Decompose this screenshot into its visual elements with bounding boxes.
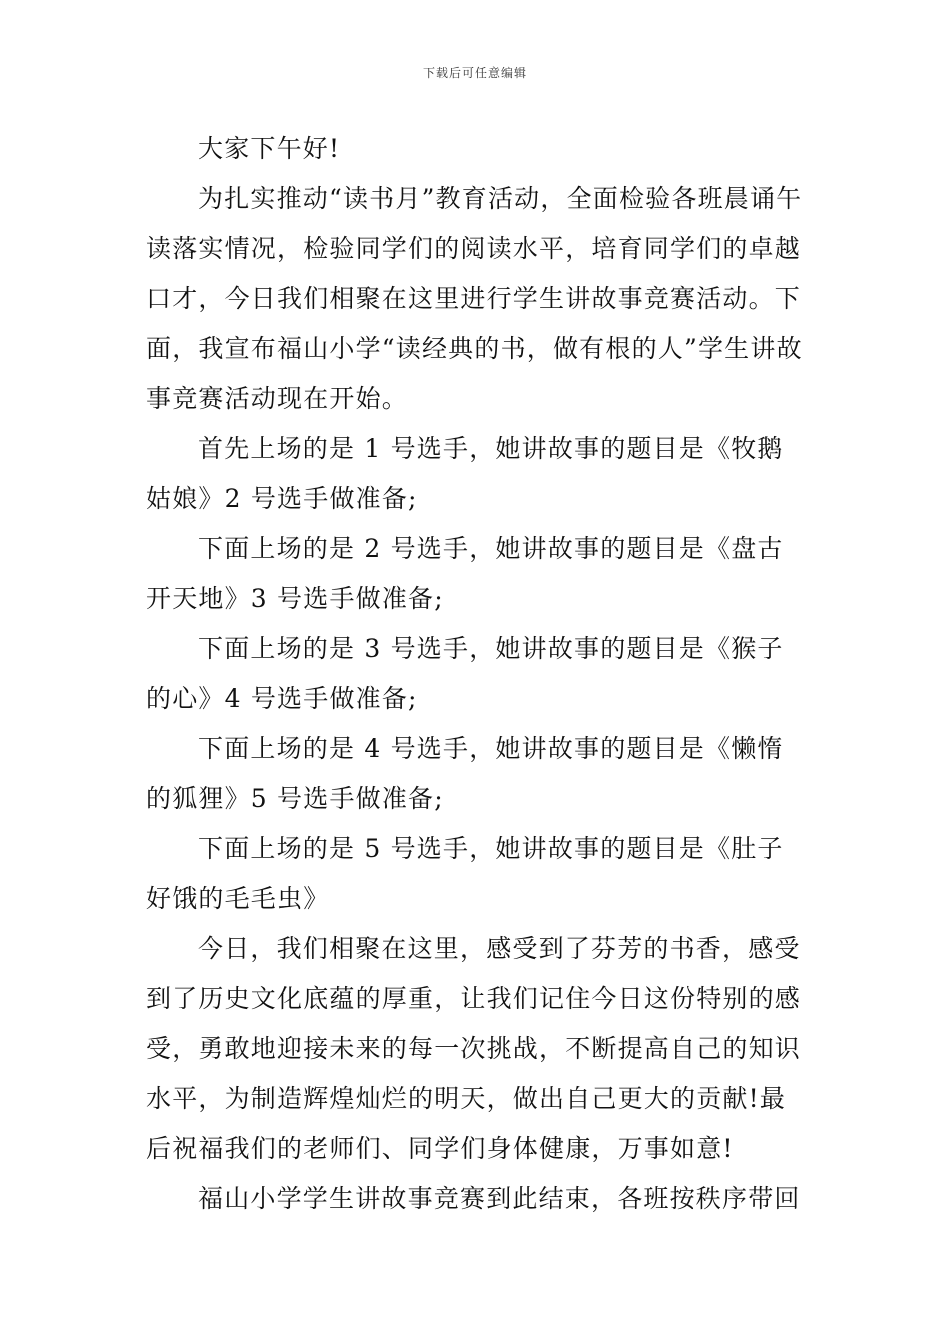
ending-paragraph: 福山小学学生讲故事竞赛到此结束，各班按秩序带回 (198, 1184, 801, 1213)
contestant-3-paragraph: 下面上场的是 3 号选手，她讲故事的题目是《猴子的心》4 号选手做准备; (146, 634, 784, 713)
contestant-5-paragraph: 下面上场的是 5 号选手，她讲故事的题目是《肚子好饿的毛毛虫》 (146, 834, 784, 913)
header-note: 下载后可任意编辑 (422, 66, 527, 80)
closing-paragraph: 今日，我们相聚在这里，感受到了芬芳的书香，感受到了历史文化底蕴的厚重，让我们记住今日这份特别的感受，勇敢地迎接未来的每一次挑战，不断提高自己的知识水平，为制造辉煌灿烂的明天，做出自己更大的贡献!最后祝福我们的老师们、同学们身体健康，万事如意! (146, 934, 802, 1163)
contestant-4-paragraph: 下面上场的是 4 号选手，她讲故事的题目是《懒惰的狐狸》5 号选手做准备; (146, 734, 784, 813)
greeting-paragraph: 大家下午好! (198, 134, 341, 163)
intro-paragraph: 为扎实推动“读书月”教育活动，全面检验各班晨诵午读落实情况，检验同学们的阅读水平，培育同学们的卓越口才，今日我们相聚在这里进行学生讲故事竞赛活动。下面，我宣布福山小学“读经典的书，做有根的人”学生讲故事竞赛活动现在开始。 (146, 184, 803, 413)
contestant-1-paragraph: 首先上场的是 1 号选手，她讲故事的题目是《牧鹅姑娘》2 号选手做准备; (146, 434, 784, 513)
contestant-2-paragraph: 下面上场的是 2 号选手，她讲故事的题目是《盘古开天地》3 号选手做准备; (146, 534, 784, 613)
document-body (146, 124, 808, 1224)
